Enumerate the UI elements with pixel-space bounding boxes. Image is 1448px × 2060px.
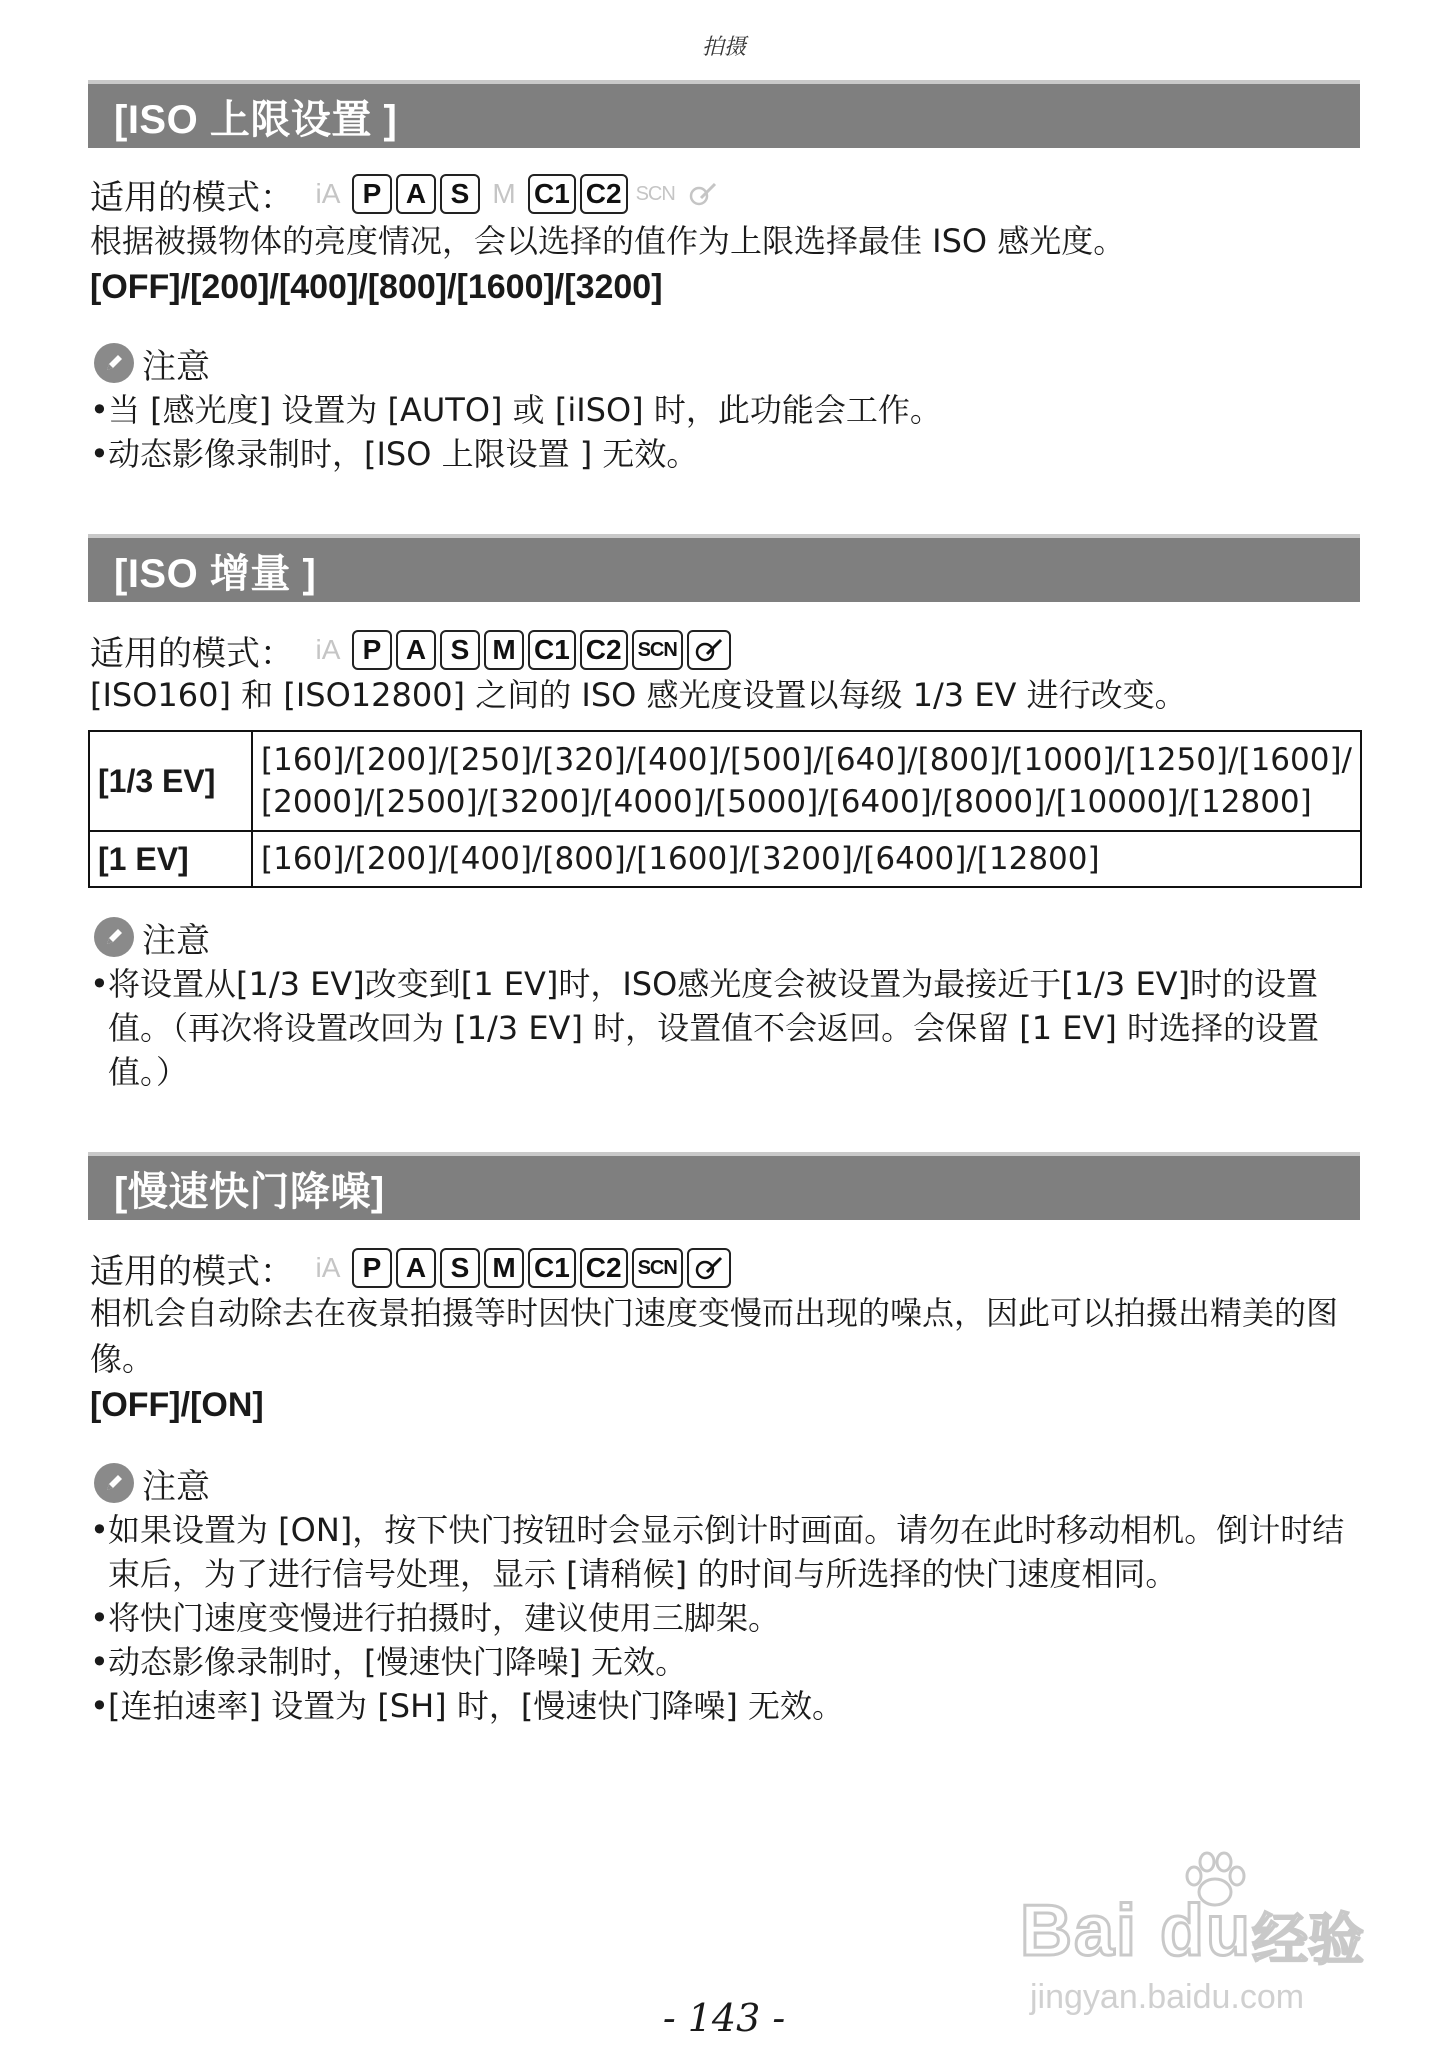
note-item: • 将设置从[1/3 EV]改变到[1 EV]时，ISO感光度会被设置为最接近于[1/3 EV]时的设置值。（再次将设置改回为 [1/3 EV] 时，设置值不会返回。会保留 [1 EV] 时选择的设置值。） bbox=[90, 962, 1362, 1094]
note-item: • 如果设置为 [ON]，按下快门按钮时会显示倒计时画面。请勿在此时移动相机。倒计时结束后，为了进行信号处理，显示 [请稍候] 的时间与所选择的快门速度相同。 bbox=[90, 1508, 1362, 1596]
table-value-cell bbox=[252, 731, 1361, 831]
note-item: • 将快门速度变慢进行拍摄时，建议使用三脚架。 bbox=[90, 1596, 1362, 1640]
applicable-modes-line bbox=[90, 170, 723, 218]
mode-scn-icon: SCN bbox=[632, 1248, 683, 1288]
table-value-line: [2000]/[2500]/[3200]/[4000]/[5000]/[6400]/[8000]/[10000]/[12800] bbox=[261, 784, 1312, 820]
mode-ia-icon: iA bbox=[315, 1252, 341, 1283]
mode-c1-icon: C1 bbox=[528, 174, 576, 214]
watermark-url: jingyan.baidu.com bbox=[1030, 1978, 1305, 2016]
note-list bbox=[90, 1508, 1362, 1728]
option-values: [OFF]/[ON] bbox=[90, 1386, 264, 1424]
table-key-cell: [1 EV] bbox=[89, 831, 252, 887]
applicable-modes-line bbox=[90, 1244, 731, 1292]
mode-a-icon: A bbox=[396, 174, 436, 214]
section-title: [慢速快门降噪] bbox=[114, 1169, 385, 1214]
mode-ia-icon: iA bbox=[315, 178, 341, 209]
note-title: 注意 bbox=[142, 346, 210, 387]
section-description: 相机会自动除去在夜景拍摄等时因快门速度变慢而出现的噪点，因此可以拍摄出精美的图像。 bbox=[90, 1294, 1339, 1378]
mode-m-icon: M bbox=[484, 1248, 524, 1288]
mode-icons bbox=[308, 174, 723, 214]
mode-scn-icon: SCN bbox=[632, 630, 683, 670]
page-header-label: 拍摄 bbox=[701, 35, 746, 60]
watermark-brand-cn: 经验 bbox=[1252, 1908, 1364, 1973]
table-row bbox=[89, 731, 1361, 831]
table-key-cell: [1/3 EV] bbox=[89, 731, 252, 831]
watermark-brand: Bai du bbox=[1020, 1891, 1253, 1971]
mode-m-icon: M bbox=[492, 178, 516, 209]
mode-scn-icon: SCN bbox=[635, 182, 675, 205]
table-row bbox=[89, 831, 1361, 887]
note-list bbox=[90, 962, 1362, 1094]
mode-c2-icon: C2 bbox=[580, 174, 628, 214]
mode-s-icon: S bbox=[440, 630, 480, 670]
mode-c1-icon: C1 bbox=[528, 630, 576, 670]
note-heading bbox=[94, 914, 210, 960]
note-item: • [连拍速率] 设置为 [SH] 时，[慢速快门降噪] 无效。 bbox=[90, 1684, 1362, 1728]
mode-p-icon: P bbox=[352, 630, 392, 670]
pencil-note-icon bbox=[94, 917, 134, 957]
section-description: [ISO160] 和 [ISO12800] 之间的 ISO 感光度设置以每级 1/3 EV 进行改变。 bbox=[90, 676, 1187, 714]
mode-p-icon: P bbox=[352, 1248, 392, 1288]
applicable-modes-line bbox=[90, 626, 731, 674]
note-list bbox=[90, 388, 1362, 476]
mode-c1-icon: C1 bbox=[528, 1248, 576, 1288]
page-number: - 143 - bbox=[662, 1996, 786, 2040]
mode-icons bbox=[308, 1248, 731, 1288]
baidu-watermark bbox=[1020, 1850, 1380, 2016]
mode-s-icon: S bbox=[440, 1248, 480, 1288]
mode-ia-icon: iA bbox=[315, 634, 341, 665]
section-title-bar-iso-limit bbox=[88, 80, 1360, 148]
table-value-cell: [160]/[200]/[400]/[800]/[1600]/[3200]/[6400]/[12800] bbox=[252, 831, 1361, 887]
note-item: • 动态影像录制时，[ISO 上限设置 ] 无效。 bbox=[90, 432, 1362, 476]
note-item: • 当 [感光度] 设置为 [AUTO] 或 [iISO] 时，此功能会工作。 bbox=[90, 388, 1362, 432]
mode-icons bbox=[308, 630, 731, 670]
note-title: 注意 bbox=[142, 920, 210, 961]
section-title: [ISO 增量 ] bbox=[114, 551, 317, 596]
mode-a-icon: A bbox=[396, 630, 436, 670]
section-title: [ISO 上限设置 ] bbox=[114, 97, 398, 142]
option-values: [OFF]/[200]/[400]/[800]/[1600]/[3200] bbox=[90, 268, 663, 306]
note-heading bbox=[94, 1460, 210, 1506]
note-title: 注意 bbox=[142, 1466, 210, 1507]
mode-m-icon: M bbox=[484, 630, 524, 670]
mode-s-icon: S bbox=[440, 174, 480, 214]
mode-creative-icon bbox=[683, 174, 723, 214]
section-title-bar-slow-shutter-nr bbox=[88, 1152, 1360, 1220]
mode-c2-icon: C2 bbox=[580, 630, 628, 670]
section-title-bar-iso-increment bbox=[88, 534, 1360, 602]
note-heading bbox=[94, 340, 210, 386]
note-item: • 动态影像录制时，[慢速快门降噪] 无效。 bbox=[90, 1640, 1362, 1684]
modes-label: 适用的模式： bbox=[90, 177, 294, 218]
pencil-note-icon bbox=[94, 1463, 134, 1503]
pencil-note-icon bbox=[94, 343, 134, 383]
mode-creative-icon bbox=[687, 1248, 731, 1288]
iso-increment-table bbox=[88, 730, 1362, 888]
mode-c2-icon: C2 bbox=[580, 1248, 628, 1288]
mode-creative-icon bbox=[687, 630, 731, 670]
table-value-line: [160]/[200]/[250]/[320]/[400]/[500]/[640]/[800]/[1000]/[1250]/[1600]/ bbox=[261, 742, 1352, 778]
section-description: 根据被摄物体的亮度情况，会以选择的值作为上限选择最佳 ISO 感光度。 bbox=[90, 222, 1126, 260]
modes-label: 适用的模式： bbox=[90, 1251, 294, 1292]
mode-p-icon: P bbox=[352, 174, 392, 214]
mode-a-icon: A bbox=[396, 1248, 436, 1288]
modes-label: 适用的模式： bbox=[90, 633, 294, 674]
